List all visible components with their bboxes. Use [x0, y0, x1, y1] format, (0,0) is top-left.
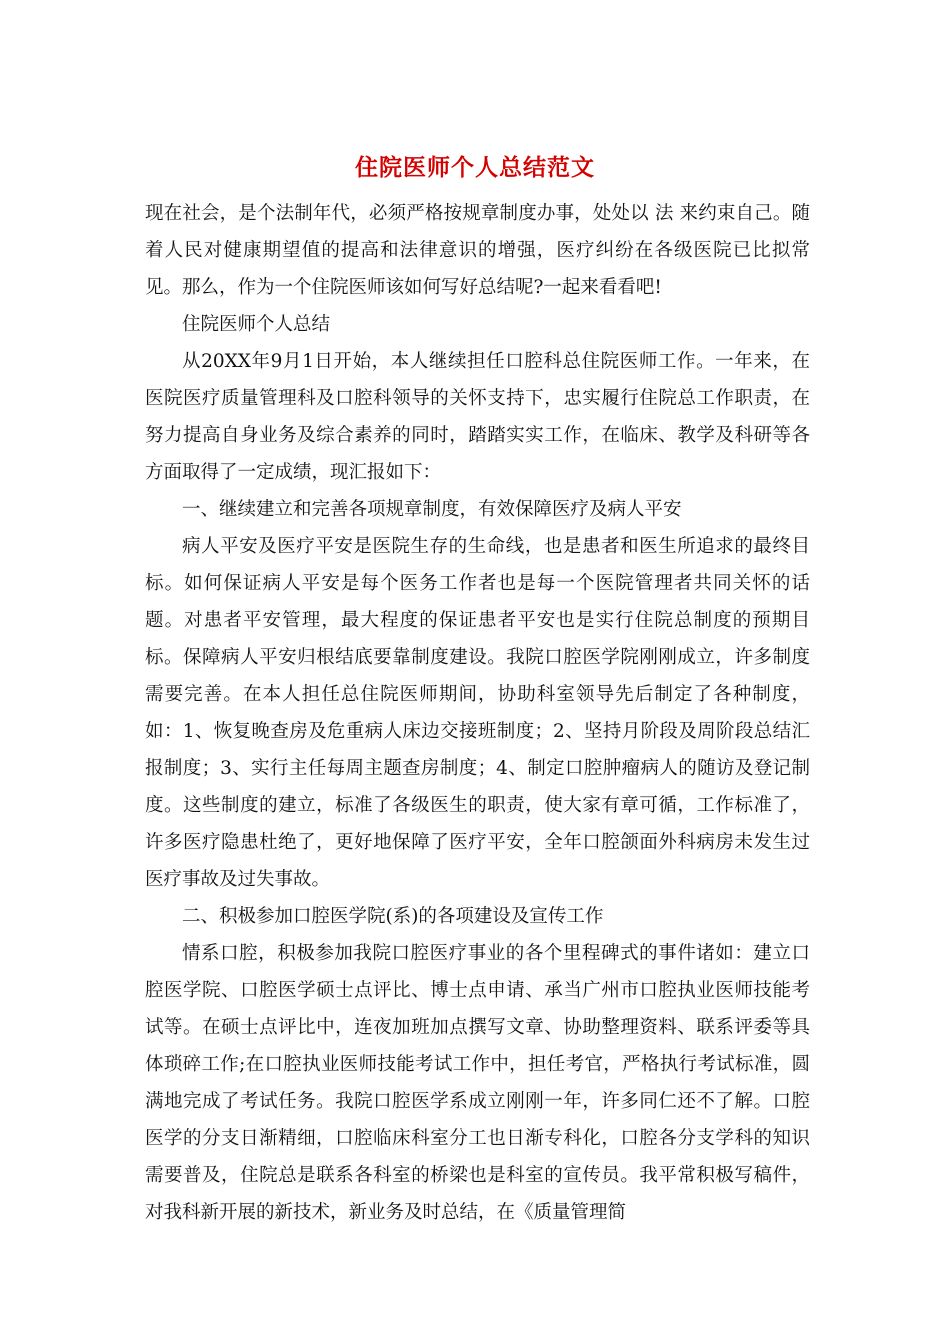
- body-paragraph: 情系口腔，积极参加我院口腔医疗事业的各个里程碑式的事件诸如：建立口腔医学院、口腔医学硕士点评比、博士点申请、承当广州市口腔执业医师技能考试等。在硕士点评比中，连夜加班加点撰写文章、协助整理资料、联系评委等具体琐碎工作;在口腔执业医师技能考试工作中，担任考官，严格执行考试标准，圆满地完成了考试任务。我院口腔医学系成立刚刚一年，许多同仁还不了解。口腔医学的分支日渐精细，口腔临床科室分工也日渐专科化，口腔各分支学科的知识需要普及，住院总是联系各科室的桥梁也是科室的宣传员。我平常积极写稿件，对我科新开展的新技术，新业务及时总结，在《质量管理简: [145, 943, 810, 1223]
- subtitle-paragraph: 住院医师个人总结: [182, 314, 331, 335]
- section-heading-2: 二、积极参加口腔医学院(系)的各项建设及宣传工作: [182, 906, 604, 927]
- section-heading-1: 一、继续建立和完善各项规章制度，有效保障医疗及病人平安: [182, 499, 682, 520]
- intro-paragraph: 现在社会，是个法制年代，必须严格按规章制度办事，处处以 法 来约束自己。随着人民对健康期望值的提高和法律意识的增强，医疗纠纷在各级医院已比拟常见。那么，作为一个住院医师该如何写好总结呢?一起来看看吧!: [145, 203, 810, 298]
- body-paragraph: 病人平安及医疗平安是医院生存的生命线，也是患者和医生所追求的最终目标。如何保证病人平安是每个医务工作者也是每一个医院管理者共同关怀的话题。对患者平安管理，最大程度的保证患者平安也是实行住院总制度的预期目标。保障病人平安归根结底要靠制度建设。我院口腔医学院刚刚成立，许多制度需要完善。在本人担任总住院医师期间，协助科室领导先后制定了各种制度，如：1、恢复晚查房及危重病人床边交接班制度；2、坚持月阶段及周阶段总结汇报制度；3、实行主任每周主题查房制度；4、制定口腔肿瘤病人的随访及登记制度。这些制度的建立，标准了各级医生的职责，使大家有章可循，工作标准了，许多医疗隐患杜绝了，更好地保障了医疗平安，全年口腔颌面外科病房未发生过医疗事故及过失事故。: [145, 536, 810, 890]
- document-body: [145, 195, 810, 1231]
- body-paragraph: 从20XX年9月1日开始，本人继续担任口腔科总住院医师工作。一年来，在医院医疗质量管理科及口腔科领导的关怀支持下，忠实履行住院总工作职责，在努力提高自身业务及综合素养的同时，踏踏实实工作，在临床、教学及科研等各方面取得了一定成绩，现汇报如下：: [145, 351, 810, 483]
- document-title: 住院医师个人总结范文: [355, 154, 595, 181]
